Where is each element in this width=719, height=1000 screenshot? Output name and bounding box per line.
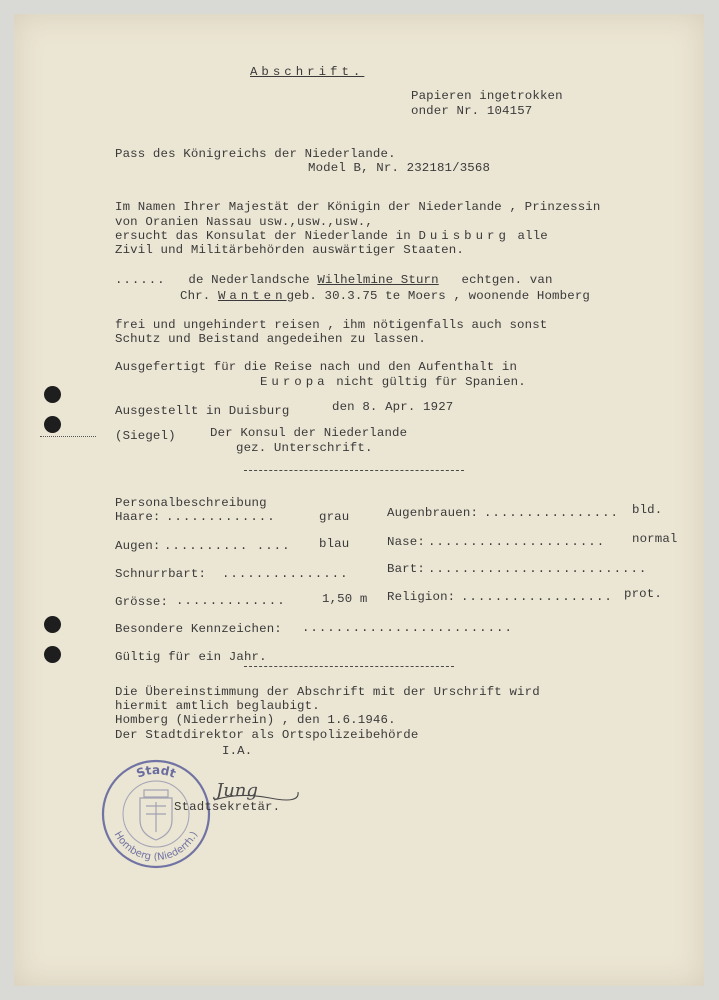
intro-line4: Zivil und Militärbehörden auswärtiger Staaten. [115, 243, 464, 257]
leader-dots: .......................... [428, 562, 648, 576]
validity-line1: Ausgefertigt für die Reise nach und den Aufenthalt in [115, 360, 518, 374]
eyebrows-value: bld. [632, 503, 663, 517]
description-title: Personalbeschreibung [115, 496, 267, 510]
leader-dots: ..................... [428, 535, 606, 549]
certification-line2: hiermit amtlich beglaubigt. [115, 699, 320, 713]
certification-line1: Die Übereinstimmung der Abschrift mit der Urschrift wird [115, 685, 540, 699]
request-line2: Schutz und Beistand angedeihen zu lassen. [115, 332, 427, 346]
eyes-value: blau [319, 537, 350, 551]
signature-text: Jung [216, 780, 258, 801]
stamp-text-top: Stadt [134, 762, 178, 781]
nose-label: Nase: [387, 535, 425, 549]
leader-dots: .......... .... [164, 539, 291, 553]
punch-hole [44, 386, 61, 403]
consul-line1: Der Konsul der Niederlande [210, 426, 408, 440]
hair-label: Haare: [115, 510, 161, 524]
holder-line2: Chr. Wantengeb. 30.3.75 te Moers , woonende Homberg [180, 289, 590, 303]
consul-line2: gez. Unterschrift. [236, 441, 373, 455]
nose-value: normal [632, 532, 678, 546]
spouse-name: Wanten [217, 289, 287, 303]
height-value: 1,50 m [322, 592, 368, 606]
pass-model: Model B, Nr. 232181/3568 [308, 161, 491, 175]
eyes-label: Augen: [115, 539, 161, 553]
eyebrows-label: Augenbrauen: [387, 506, 479, 520]
validity-line2: Europa nicht gültig für Spanien. [260, 375, 526, 389]
issued-place: Ausgestellt in Duisburg [115, 404, 290, 418]
valid-for: Gültig für ein Jahr. [115, 650, 267, 664]
moustache-label: Schnurrbart: [115, 567, 207, 581]
leader-dots: ............... [222, 567, 349, 581]
intro-line1: Im Namen Ihrer Majestät der Königin der Niederlande , Prinzessin [115, 200, 601, 214]
religion-label: Religion: [387, 590, 456, 604]
leader-dots: .................. [461, 590, 613, 604]
height-label: Grösse: [115, 595, 169, 609]
section-divider [244, 470, 464, 471]
hair-value: grau [319, 510, 350, 524]
ia-label: I.A. [222, 744, 253, 758]
religion-value: prot. [624, 587, 662, 601]
continent: Europa [260, 375, 329, 389]
request-line1: frei und ungehindert reisen , ihm nötigenfalls auch sonst [115, 318, 548, 332]
document-page [14, 14, 704, 986]
fold-mark [40, 436, 96, 437]
svg-text:Stadt [134, 763, 178, 781]
holder-line1: ...... de Nederlandsche Wilhelmine Sturn echtgen. van [115, 273, 553, 287]
coat-of-arms-icon [140, 790, 172, 840]
leader-dots: ......................... [302, 621, 513, 635]
pass-title: Pass des Königreichs der Niederlande. [115, 147, 396, 161]
stamp-text-bottom: Homberg (Niederrh.) [111, 829, 201, 864]
beard-label: Bart: [387, 562, 425, 576]
punch-hole [44, 416, 61, 433]
seal-note: (Siegel) [115, 429, 176, 443]
header-note-line2: onder Nr. 104157 [411, 104, 533, 118]
marks-label: Besondere Kennzeichen: [115, 622, 282, 636]
leader-dots: ............. [166, 510, 276, 524]
document-heading: Abschrift. [250, 65, 365, 79]
punch-hole [44, 616, 61, 633]
certification-line4: Der Stadtdirektor als Ortspolizeibehörde [115, 728, 419, 742]
leader-dots: ............. [176, 594, 286, 608]
header-note-line1: Papieren ingetrokken [411, 89, 563, 103]
certification-line3: Homberg (Niederrhein) , den 1.6.1946. [115, 713, 396, 727]
leader-dots: ................ [484, 506, 619, 520]
section-divider [244, 666, 454, 667]
issued-date: den 8. Apr. 1927 [332, 400, 454, 414]
punch-hole [44, 646, 61, 663]
holder-name: Wilhelmine Sturn [317, 273, 439, 287]
clerk-title: Stadtsekretär. [174, 800, 281, 814]
intro-line3: ersucht das Konsulat der Niederlande in Duisburg alle [115, 229, 548, 243]
intro-line2: von Oranien Nassau usw.,usw.,usw., [115, 215, 373, 229]
official-stamp [100, 758, 212, 870]
city-name: Duisburg [418, 229, 510, 243]
